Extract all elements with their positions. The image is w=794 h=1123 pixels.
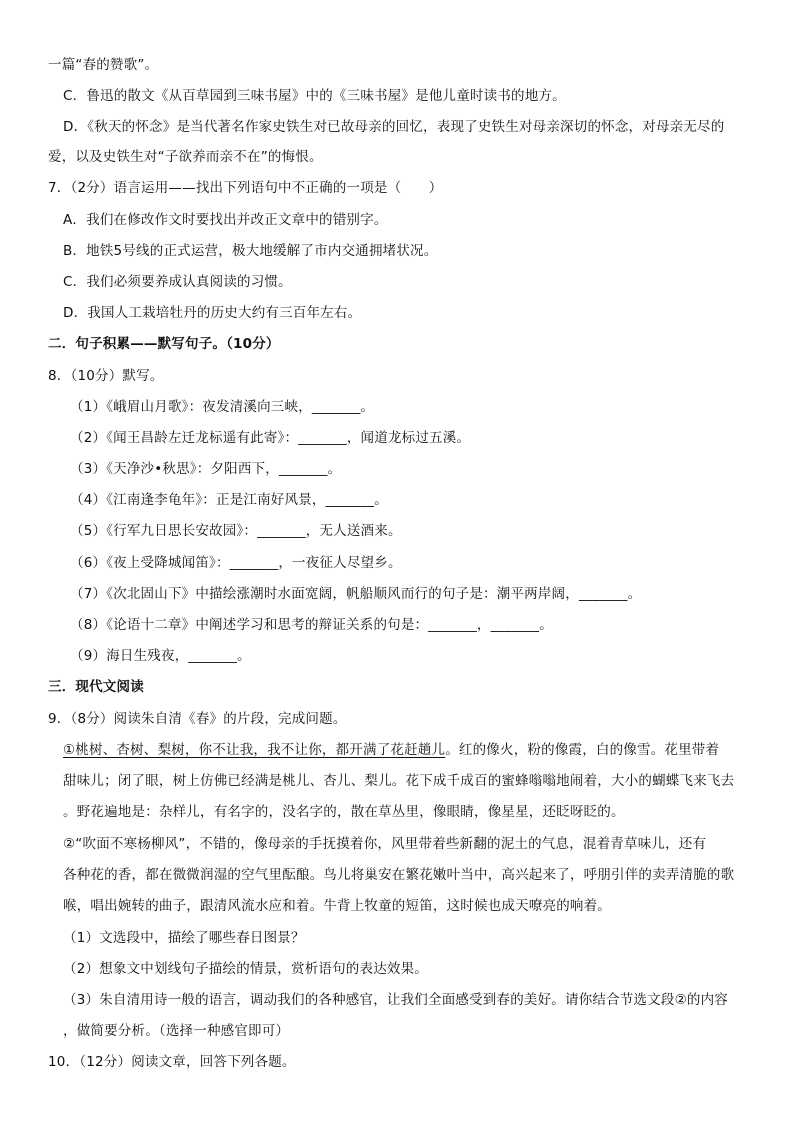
option-b: B．地铁5号线的正式运营，极大地缓解了市内交通拥堵状况。 bbox=[63, 243, 438, 259]
underlined-sentence: ①桃树、杏树、梨树，你不让我，我不让你，都开满了花赶趟儿 bbox=[63, 742, 446, 758]
option-c: C．我们必须要养成认真阅读的习惯。 bbox=[63, 274, 292, 290]
question-9: 9．（8分）阅读朱自清《春》的片段，完成问题。 bbox=[48, 711, 347, 727]
option-c: C．鲁迅的散文《从百草园到三味书屋》中的《三味书屋》是他儿童时读书的地方。 bbox=[63, 88, 566, 104]
question-10: 10．（12分）阅读文章，回答下列各题。 bbox=[48, 1054, 296, 1070]
passage-line bbox=[63, 740, 719, 760]
passage-line: 喉，唱出婉转的曲子，跟清风流水应和着。牛背上牧童的短笛，这时候也成天嘹亮的响着。 bbox=[63, 898, 611, 914]
dictation-item: （1）《峨眉山月歌》：夜发清溪向三峡，_______。 bbox=[70, 399, 375, 415]
passage-text: 。红的像火，粉的像霞，白的像雪。花里带着 bbox=[445, 742, 720, 758]
passage-line: 甜味儿；闭了眼，树上仿佛已经满是桃儿、杏儿、梨儿。花下成千成百的蜜蜂嗡嗡地闹着，大小的蝴蝶飞来飞去 bbox=[63, 773, 735, 789]
option-d: D．《秋天的怀念》是当代著名作家史铁生对已故母亲的回忆，表现了史铁生对母亲深切的怀念，对母亲无尽的 bbox=[63, 119, 725, 135]
option-d: D．我国人工栽培牡丹的历史大约有三百年左右。 bbox=[63, 305, 362, 321]
section-heading: 二．句子积累——默写句子。（10分） bbox=[48, 336, 280, 352]
dictation-item: （8）《论语十二章》中阐述学习和思考的辩证关系的句是：_______，_______。 bbox=[70, 617, 553, 633]
dictation-item: （5）《行军九日思长安故园》：_______，无人送酒来。 bbox=[70, 523, 402, 539]
option-a: A．我们在修改作文时要找出并改正文章中的错别字。 bbox=[63, 212, 388, 228]
text-line: 一篇“春的赞歌”。 bbox=[48, 57, 159, 73]
passage-line: 各种花的香，都在微微润湿的空气里酝酿。鸟儿将巢安在繁花嫩叶当中，高兴起来了，呼朋引伴的卖弄清脆的歌 bbox=[63, 867, 735, 883]
sub-question: （2）想象文中划线句子描绘的情景，赏析语句的表达效果。 bbox=[63, 961, 428, 977]
question-7: 7．（2分）语言运用——找出下列语句中不正确的一项是（ ） bbox=[48, 180, 443, 196]
section-heading: 三．现代文阅读 bbox=[48, 679, 144, 695]
dictation-item: （6）《夜上受降城闻笛》：_______，一夜征人尽望乡。 bbox=[70, 555, 402, 571]
dictation-item: （7）《次北固山下》中描绘涨潮时水面宽阔，帆船顺风而行的句子是：潮平两岸阔，_______。 bbox=[70, 586, 642, 602]
dictation-item: （9）海日生残夜，_______。 bbox=[70, 648, 251, 664]
question-8: 8．（10分）默写。 bbox=[48, 368, 164, 384]
text-line: 爱，以及史铁生对“子欲养而亲不在”的悔恨。 bbox=[48, 149, 323, 165]
sub-question: （1）文选段中，描绘了哪些春日图景？ bbox=[63, 930, 305, 946]
sub-question: （3）朱自清用诗一般的语言，调动我们的各种感官，让我们全面感受到春的美好。请你结合节选文段②的内容 bbox=[63, 992, 728, 1008]
passage-line: 。野花遍地是：杂样儿，有名字的，没名字的，散在草丛里，像眼睛，像星星，还眨呀眨的。 bbox=[63, 804, 625, 820]
dictation-item: （3）《天净沙•秋思》：夕阳西下，_______。 bbox=[70, 461, 342, 477]
dictation-item: （2）《闻王昌龄左迁龙标遥有此寄》：_______，闻道龙标过五溪。 bbox=[70, 430, 471, 446]
dictation-item: （4）《江南逢李龟年》：正是江南好风景，_______。 bbox=[70, 492, 388, 508]
sub-question: ，做简要分析。（选择一种感官即可） bbox=[63, 1023, 290, 1039]
passage-line: ②“吹面不寒杨柳风”，不错的，像母亲的手抚摸着你，风里带着些新翻的泥土的气息，混着青草味儿，还有 bbox=[63, 836, 707, 852]
